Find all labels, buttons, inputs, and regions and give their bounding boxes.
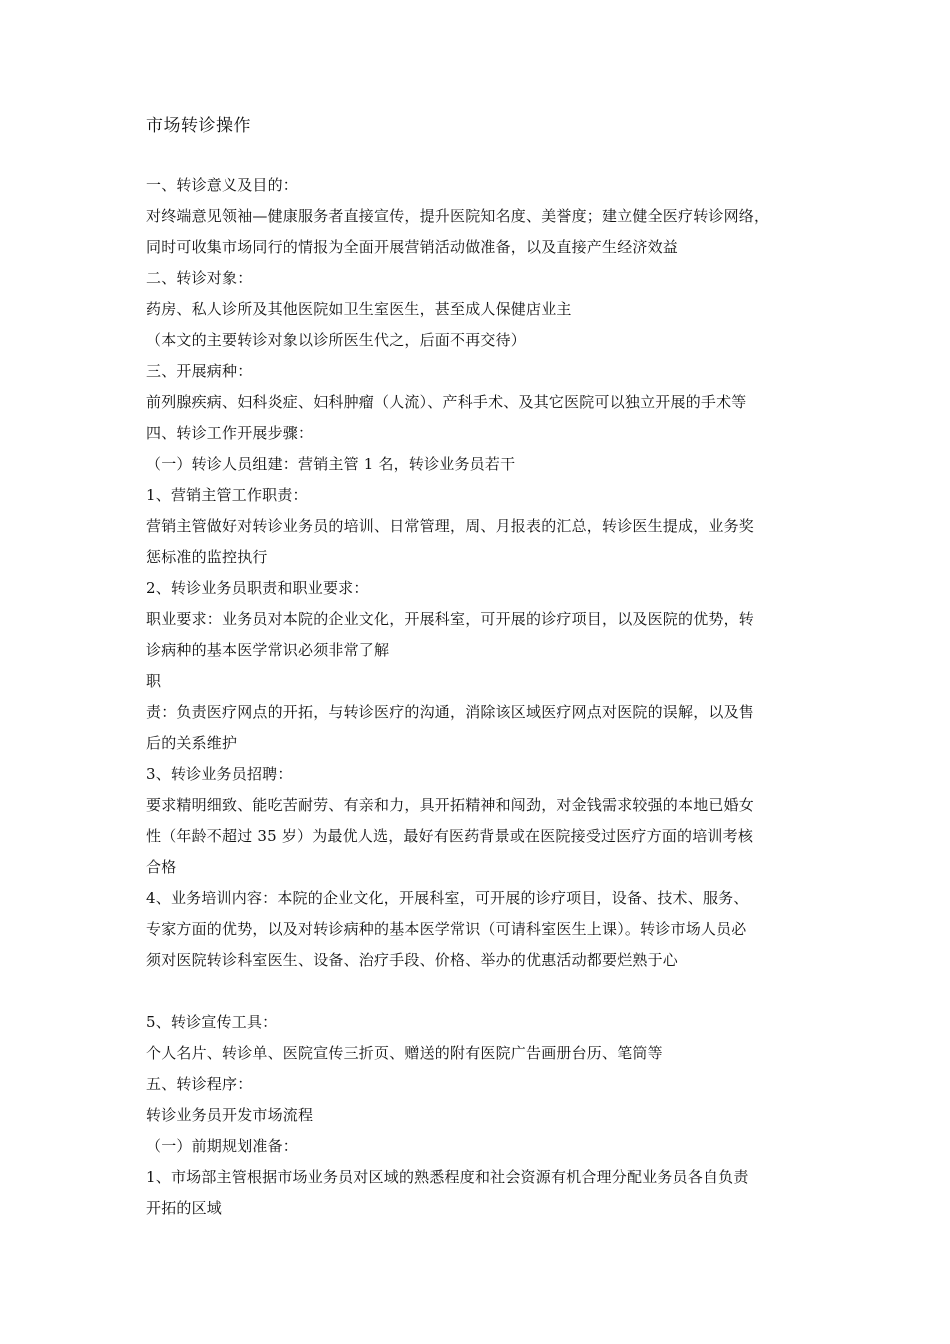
document-body — [146, 170, 810, 1224]
paragraph-line: 开拓的区域 — [146, 1199, 223, 1217]
paragraph-line: 职 — [146, 672, 162, 690]
paragraph-line: 二、转诊对象： — [146, 269, 253, 287]
paragraph-line: 须对医院转诊科室医生、设备、治疗手段、价格、举办的优惠活动都要烂熟于心 — [146, 951, 679, 969]
paragraph-line: 四、转诊工作开展步骤： — [146, 424, 314, 442]
blank-line — [146, 976, 810, 1007]
paragraph-line: 一、转诊意义及目的： — [146, 176, 299, 194]
paragraph-line: 3、转诊业务员招聘： — [146, 765, 293, 783]
paragraph-line: 后的关系维护 — [146, 734, 238, 752]
paragraph-line: 责：负责医疗网点的开拓，与转诊医疗的沟通，消除该区域医疗网点对医院的误解，以及售 — [146, 703, 755, 721]
paragraph-line: 职业要求：业务员对本院的企业文化，开展科室，可开展的诊疗项目，以及医院的优势，转 — [146, 610, 755, 628]
paragraph-line: 转诊业务员开发市场流程 — [146, 1106, 314, 1124]
paragraph-line: 个人名片、转诊单、医院宣传三折页、赠送的附有医院广告画册台历、笔筒等 — [146, 1044, 663, 1062]
paragraph-line: 4、业务培训内容：本院的企业文化，开展科室，可开展的诊疗项目，设备、技术、服务、 — [146, 889, 749, 907]
paragraph-line: 专家方面的优势，以及对转诊病种的基本医学常识（可请科室医生上课）。转诊市场人员必 — [146, 920, 747, 938]
document-title: 市场转诊操作 — [146, 116, 251, 136]
paragraph-line: 药房、私人诊所及其他医院如卫生室医生，甚至成人保健店业主 — [146, 300, 572, 318]
paragraph-line: 2、转诊业务员职责和职业要求： — [146, 579, 369, 597]
paragraph-line: 1、市场部主管根据市场业务员对区域的熟悉程度和社会资源有机合理分配业务员各自负责 — [146, 1168, 749, 1186]
paragraph-line: 三、开展病种： — [146, 362, 253, 380]
paragraph-line: （一）转诊人员组建：营销主管 1 名，转诊业务员若干 — [146, 455, 516, 473]
paragraph-line: 1、营销主管工作职责： — [146, 486, 308, 504]
paragraph-line: 惩标准的监控执行 — [146, 548, 268, 566]
paragraph-line: 五、转诊程序： — [146, 1075, 253, 1093]
paragraph-line: 前列腺疾病、妇科炎症、妇科肿瘤（人流）、产科手术、及其它医院可以独立开展的手术等 — [146, 393, 747, 411]
paragraph-line: 诊病种的基本医学常识必须非常了解 — [146, 641, 390, 659]
paragraph-line: 同时可收集市场同行的情报为全面开展营销活动做准备，以及直接产生经济效益 — [146, 238, 679, 256]
paragraph-line: （一）前期规划准备： — [146, 1137, 299, 1155]
paragraph-line: （本文的主要转诊对象以诊所医生代之，后面不再交待） — [146, 331, 527, 349]
paragraph-line: 要求精明细致、能吃苦耐劳、有亲和力，具开拓精神和闯劲，对金钱需求较强的本地已婚女 — [146, 796, 755, 814]
paragraph-line: 性（年龄不超过 35 岁）为最优人选，最好有医药背景或在医院接受过医疗方面的培训考核 — [146, 827, 754, 845]
paragraph-line: 对终端意见领袖—健康服务者直接宣传，提升医院知名度、美誉度；建立健全医疗转诊网络， — [146, 207, 770, 225]
paragraph-line: 5、转诊宣传工具： — [146, 1013, 278, 1031]
paragraph-line: 营销主管做好对转诊业务员的培训、日常管理，周、月报表的汇总，转诊医生提成，业务奖 — [146, 517, 755, 535]
paragraph-line: 合格 — [146, 858, 177, 876]
